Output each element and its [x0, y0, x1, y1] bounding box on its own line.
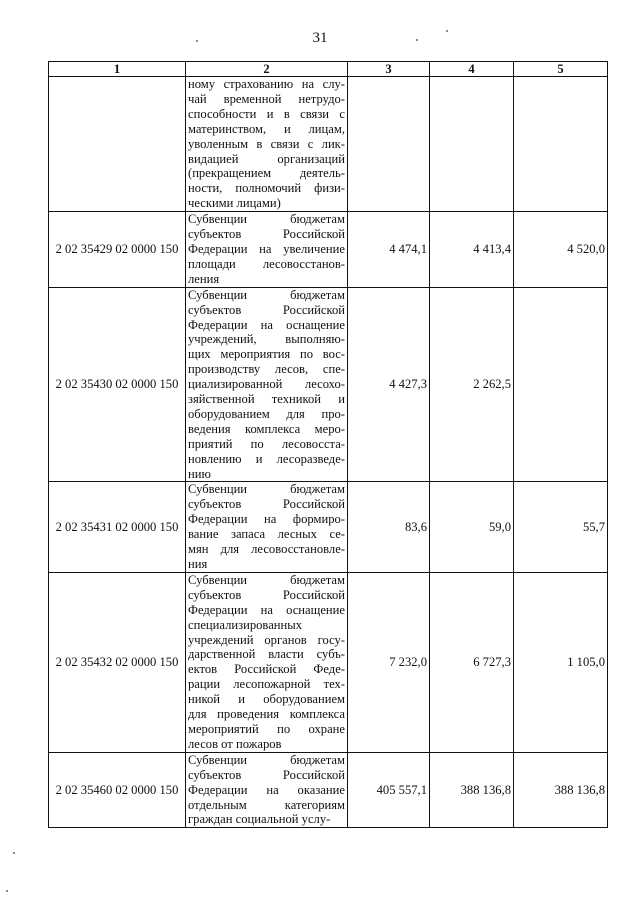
description-line: вание запаса лесных се- [188, 527, 345, 542]
description-line: отдельным категориям [188, 797, 345, 812]
amount-cell: 4 520,0 [514, 212, 608, 288]
description-cell [186, 212, 348, 288]
amount-cell [430, 77, 514, 212]
description-line: производству лесов, спе- [188, 362, 345, 377]
description-cell [186, 752, 348, 828]
description-line: нию [188, 466, 211, 481]
description-line: граждан социальной услу- [188, 812, 331, 827]
amount-cell: 2 262,5 [430, 287, 514, 482]
table-row [49, 482, 608, 572]
table-row [49, 752, 608, 828]
description-line: ния [188, 557, 208, 571]
amount-cell: 405 557,1 [348, 752, 430, 828]
description-line: Субвенции бюджетам [188, 212, 345, 227]
budget-code-cell [49, 77, 186, 212]
description-line: Федерации на оказание [188, 782, 345, 797]
description-line: субъектов Российской [188, 227, 345, 242]
description-line: ческими лицами) [188, 196, 281, 211]
description-line: приятий по лесовосста- [188, 436, 345, 451]
amount-cell: 59,0 [430, 482, 514, 572]
table-row [49, 572, 608, 752]
description-line: (прекращением деятель- [188, 166, 345, 181]
budget-table [48, 61, 608, 828]
description-line: субъектов Российской [188, 302, 345, 317]
amount-cell [514, 77, 608, 212]
description-line: материнством, и лицам, [188, 121, 345, 136]
amount-cell: 55,7 [514, 482, 608, 572]
amount-cell: 388 136,8 [514, 752, 608, 828]
description-line: лесов от пожаров [188, 736, 282, 751]
description-cell [186, 482, 348, 572]
description-line: ности, полномочий физи- [188, 181, 345, 196]
page-number: 31 [312, 30, 328, 46]
description-line: чай временной нетрудо- [188, 91, 345, 106]
column-header: 3 [348, 62, 430, 77]
column-header: 5 [514, 62, 608, 77]
description-line: ления [188, 271, 220, 286]
description-line: для проведения комплекса [188, 707, 345, 722]
description-cell [186, 77, 348, 212]
budget-code-cell: 2 02 35460 02 0000 150 [49, 752, 186, 828]
description-line: щих мероприятия по вос- [188, 347, 345, 362]
column-header: 2 [186, 62, 348, 77]
description-line: Федерации на оснащение [188, 602, 345, 617]
description-line: Федерации на увеличение [188, 241, 345, 256]
description-line: Федерации на формиро- [188, 512, 345, 527]
table-row [49, 212, 608, 288]
description-line: специализированных [188, 617, 303, 632]
description-line: мероприятий по охране [188, 721, 345, 736]
description-line: Субвенции бюджетам [188, 482, 345, 497]
description-line: учреждений, выполняю- [188, 332, 345, 347]
amount-cell: 4 474,1 [348, 212, 430, 288]
table-row [49, 77, 608, 212]
description-line: учреждений органов госу- [188, 632, 345, 647]
amount-cell: 4 427,3 [348, 287, 430, 482]
description-cell [186, 572, 348, 752]
budget-code-cell: 2 02 35431 02 0000 150 [49, 482, 186, 572]
column-header: 4 [430, 62, 514, 77]
description-line: Федерации на оснащение [188, 317, 345, 332]
budget-code-cell: 2 02 35432 02 0000 150 [49, 572, 186, 752]
description-line: способности и в связи с [188, 106, 345, 121]
budget-code-cell: 2 02 35430 02 0000 150 [49, 287, 186, 482]
amount-cell: 1 105,0 [514, 572, 608, 752]
scan-speck [446, 30, 448, 32]
amount-cell: 6 727,3 [430, 572, 514, 752]
scan-speck [416, 39, 418, 41]
scan-speck [196, 40, 198, 42]
description-line: зяйственной техникой и [188, 392, 345, 407]
description-line: субъектов Российской [188, 767, 345, 782]
description-line: Субвенции бюджетам [188, 287, 345, 302]
description-line: субъектов Российской [188, 587, 345, 602]
description-line: ектов Российской Феде- [188, 662, 345, 677]
description-line: уволенным в связи с лик- [188, 136, 345, 151]
scan-speck [6, 890, 8, 892]
description-line: циализированной лесохо- [188, 377, 345, 392]
description-cell [186, 287, 348, 482]
amount-cell: 7 232,0 [348, 572, 430, 752]
budget-code-cell: 2 02 35429 02 0000 150 [49, 212, 186, 288]
description-line: ному страхованию на слу- [188, 77, 345, 91]
amount-cell [348, 77, 430, 212]
description-line: оборудованием для про- [188, 406, 345, 421]
amount-cell: 83,6 [348, 482, 430, 572]
description-line: рации лесопожарной тех- [188, 677, 345, 692]
description-line: ведения комплекса меро- [188, 421, 345, 436]
amount-cell [514, 287, 608, 482]
description-line: видацией организаций [188, 151, 345, 166]
header-row [49, 62, 608, 77]
description-line: дарственной власти субъ- [188, 647, 345, 662]
description-line: субъектов Российской [188, 497, 345, 512]
amount-cell: 388 136,8 [430, 752, 514, 828]
table-row [49, 287, 608, 482]
description-line: Субвенции бюджетам [188, 752, 345, 767]
description-line: никой и оборудованием [188, 692, 345, 707]
column-header: 1 [49, 62, 186, 77]
description-line: новлению и лесоразведе- [188, 451, 345, 466]
description-line: площади лесовосстанов- [188, 256, 345, 271]
description-line: мян для лесовосстановле- [188, 542, 345, 557]
amount-cell: 4 413,4 [430, 212, 514, 288]
scan-speck [13, 852, 15, 854]
description-line: Субвенции бюджетам [188, 572, 345, 587]
